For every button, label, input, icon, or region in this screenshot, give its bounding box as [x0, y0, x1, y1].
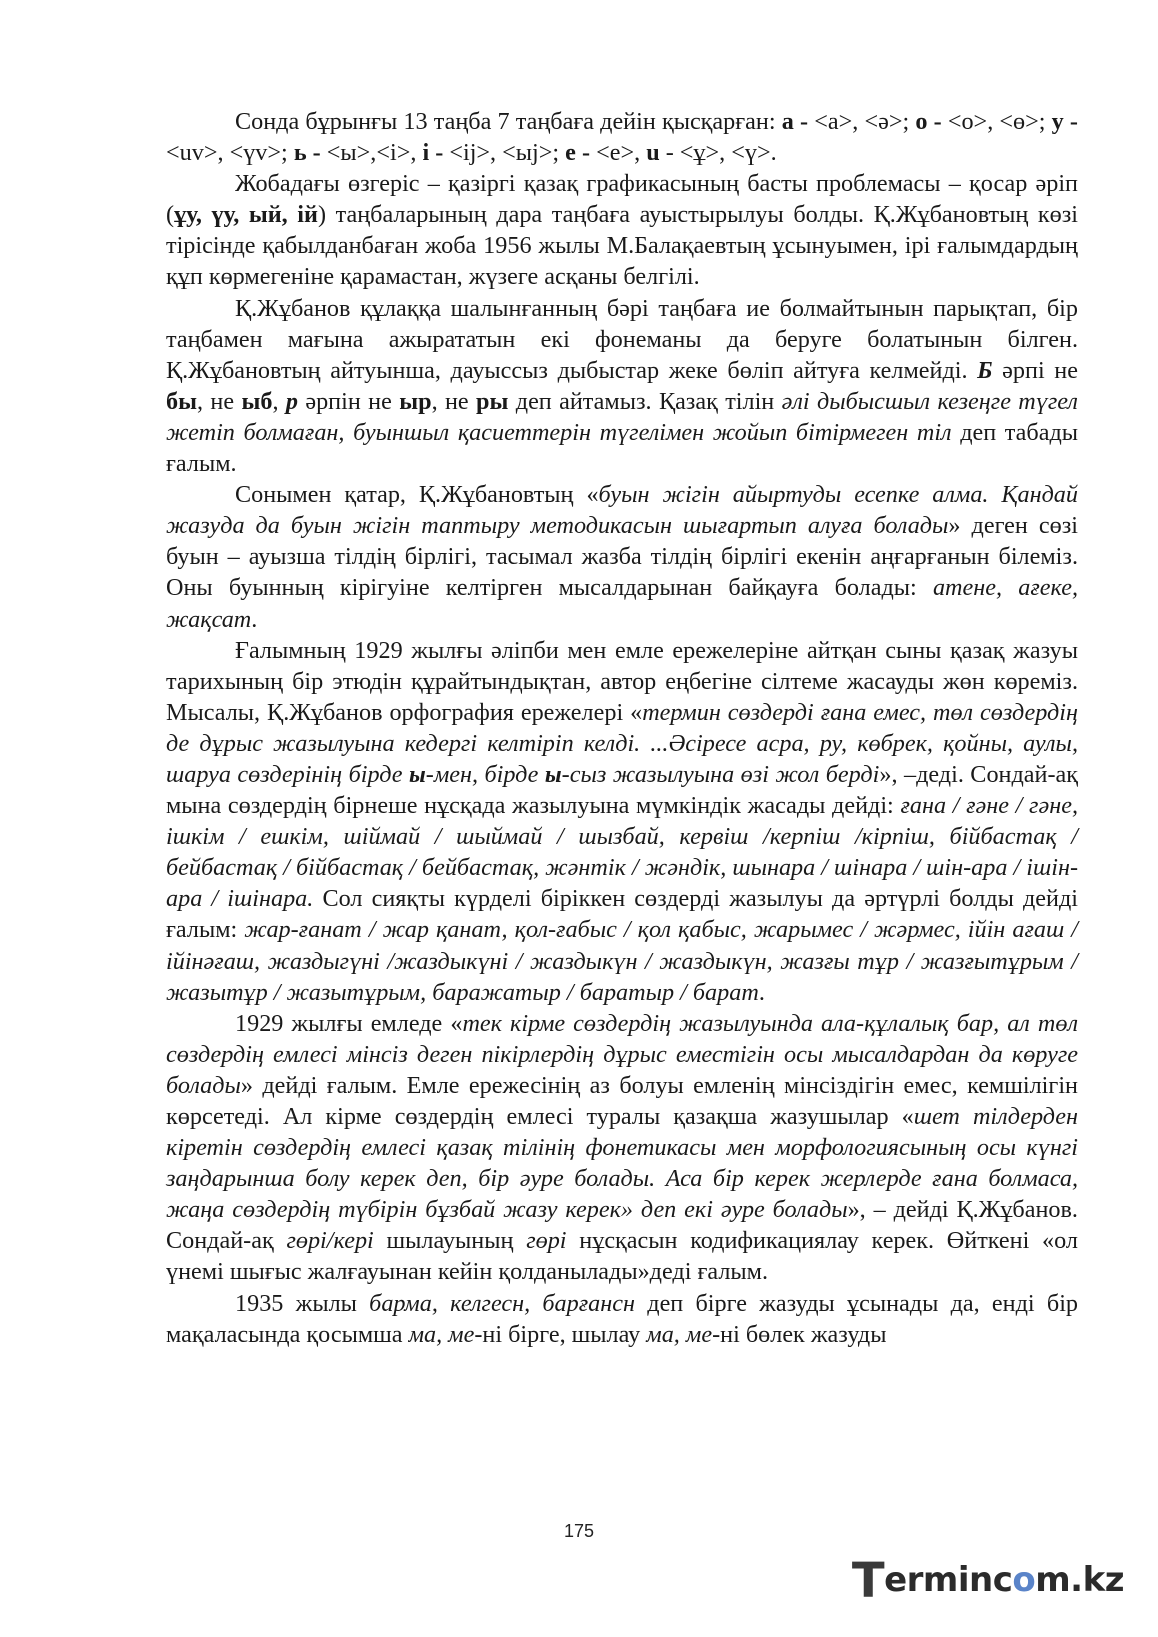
text-run: u [646, 139, 660, 167]
text-run: ма, ме [408, 1320, 475, 1348]
text-run: ы [408, 760, 426, 788]
text-run: -ні бірге, шылау [474, 1320, 647, 1348]
text-run: , не [431, 387, 477, 415]
watermark-logo [852, 1553, 1124, 1609]
text-run: <а>, <ә>; [808, 108, 916, 135]
text-run: ыр [399, 387, 432, 415]
text-run: », –деді. Сондай-ақ мына сөздердің бірнеше нұсқада жазылуына мүмкіндік жасады дейді: [166, 760, 1079, 820]
paragraph-p4 [166, 479, 1078, 634]
text-run: а - [781, 108, 809, 135]
text-run: ь - [293, 139, 321, 167]
text-run: о - [915, 108, 942, 135]
text-run: Жобадағы өзгеріс – қазіргі қазақ графикасының басты проблемасы – қосар әріп ( [166, 170, 1078, 229]
text-run: Қ.Жұбанов құлаққа шалынғанның бәрі таңбаға ие болмайтынын парықтап, бір таңбамен мағына ажырататын екі фонеманы да беруге болатынын білген. Қ.Жұбановтың айтуынша, дауыссыз дыбыстар жеке бөліп айтуға келмейді. [166, 294, 1078, 384]
text-run: , [272, 387, 286, 415]
text-run: Б [977, 356, 993, 384]
text-run: гөрі/кері [286, 1227, 374, 1255]
page-number: 175 [563, 1521, 595, 1541]
text-run: Ғалымның 1929 жылғы әліпби мен емле ережелеріне айтқан сыны қазақ жазуы тарихының бір этюдін құрайтындықтан, автор еңбегіне сілтеме жасауды жөн көреміз. Мысалы, Қ.Жұбанов орфография ережелері « [166, 636, 1078, 726]
paragraph-p6 [166, 1008, 1078, 1288]
text-run: <uv>, <үv>; [166, 139, 294, 167]
text-run: буын жігін айыртуды есепке алма. Қандай жазуда да буын жігін таптыру методикасын шығартып алуға болады [166, 481, 1078, 540]
text-run: у - [1051, 108, 1078, 135]
text-run: <о>, <ө>; [941, 108, 1052, 135]
text-run: тек кірме сөздердің жазылуында ала-құлалық бар, ал төл сөздердің емлесі мінсіз деген пікірлердің дұрыс еместігін осы мысалдардан да көруге болады [166, 1009, 1078, 1099]
text-run: -мен, бірде [425, 760, 545, 788]
text-run: атене, ағеке, жақсат [166, 574, 1078, 633]
text-run: нұсқасын кодификациялау керек. Өйткені «ол үнемі шығыс жалғауынан кейін қолданылады»деді ғалым. [166, 1227, 1078, 1286]
text-run: әрпін не [297, 387, 400, 415]
text-run: ұу, үу, ый, ій [174, 201, 318, 229]
text-run: ) таңбаларының дара таңбаға ауыстырылуы болды. Қ.Жұбановтың көзі тірісінде қабылданбаған жоба 1956 жылы М.Балақаевтың ұсынуымен, ірі ғалымдардың құп көрмегеніне қарамастан, жүзеге асқаны белгілі. [166, 201, 1078, 291]
paragraph-p3 [166, 293, 1078, 480]
text-run: 1929 жылғы емледе « [235, 1009, 463, 1037]
text-run: деп бірге жазуды ұсынады да, енді бір мақаласында қосымша [166, 1289, 1079, 1348]
text-run: шылауының [373, 1227, 527, 1255]
text-run: . [758, 978, 765, 1006]
text-run: әлі дыбысшыл кезеңге түгел жетіп болмаған, буыншыл қасиеттерін түгелімен жойып бітірмеген тіл [166, 387, 1078, 446]
text-run: шет тілдерден кіретін сөздердің емлесі қазақ тілінің фонетикасы мен морфологиясының осы күнгі заңдарынша болу керек деп, бір әуре болады. Аса бір керек жерлерде ғана болмаса, жаңа сөздердің түбірін бұзбай жазу керек» деп екі әуре болады [166, 1103, 1078, 1224]
text-run: , не [196, 387, 242, 415]
watermark-letter: T [851, 1553, 885, 1609]
text-run: ы [544, 760, 562, 788]
text-run: 1935 жылы [235, 1289, 370, 1317]
text-run: -ні бөлек жазуды [712, 1320, 887, 1348]
watermark-domain: m.kz [1035, 1560, 1124, 1600]
paragraph-p2 [166, 168, 1078, 292]
text-run: е - [565, 139, 591, 167]
document-body [166, 106, 1078, 1350]
text-run: » дейді ғалым. Емле ережесінің аз болуы емленің мінсіздігін емес, кемшілігін көрсетеді. Ал кірме сөздердің емлесі туралы қазақша жазушылар « [166, 1071, 1078, 1130]
paragraph-p5 [166, 635, 1078, 1008]
text-run: бы [166, 387, 197, 415]
paragraph-p1 [166, 106, 1078, 168]
text-run: і - [422, 139, 444, 167]
text-run: <іj>, <ыj>; [443, 139, 566, 167]
text-run: р [285, 387, 298, 415]
text-run: -сыз жазылуына өзі жол берді [561, 760, 880, 788]
text-run: жар-ғанат / жар қанат, қол-ғабыс / қол қабыс, жарымес / жәрмес, ійін ағаш / ійінәғаш, жаздыгүні /жаздыкүні / жаздыкүн / жаздыкүн, жазғы тұр / жазғытұрым /жазытұр / жазытұрым, баражатыр / баратыр / барат [166, 916, 1078, 1006]
text-run: деп айтамыз. Қазақ тілін [508, 387, 782, 415]
watermark-text: erminc [884, 1560, 1013, 1600]
text-run: деп табады ғалым. [166, 418, 1078, 478]
text-run: ғана / ғәне / гәне, ішкім / ешкім, шіймай / шыймай / шызбай, кервіш /керпіш /кірпіш, бійбастақ / бейбастақ / бійбастақ / бейбастақ, жәнтік / жәндік, шынара / шінара / шін-ара / ішін-ара / ішінара. [166, 792, 1079, 913]
text-run: ры [476, 387, 509, 415]
text-run: термин сөздерді ғана емес, төл сөздердің де дұрыс жазылуына кедергі келтіріп келді. ...Әсіресе асра, ру, көбрек, қойны, аулы, шаруа сөздерінің бірде [166, 698, 1078, 788]
text-run: ыб [241, 387, 273, 415]
text-run: <ы>,<і>, [320, 139, 423, 167]
text-run: . [251, 605, 258, 633]
text-run: - <ұ>, <ү>. [659, 139, 777, 167]
text-run: ма, ме [646, 1320, 713, 1348]
text-run: Сонымен қатар, Қ.Жұбановтың « [235, 481, 599, 509]
text-run: барма, келгесн, барғансн [369, 1289, 636, 1317]
paragraph-p7 [166, 1288, 1078, 1350]
text-run: Сол сияқты күрделі біріккен сөздерді жазылуы да әртүрлі болды дейді ғалым: [166, 885, 1078, 944]
text-run: », – дейді Қ.Жұбанов. Сондай-ақ [166, 1196, 1078, 1255]
text-run: әрпі не [992, 356, 1078, 384]
watermark-o: o [1012, 1560, 1036, 1600]
text-run: » деген сөзі буын – ауызша тілдің бірлігі, тасымал жазба тілдің бірлігі екенін аңғарғанын білеміз. Оны буынның кірігуіне келтірген мысалдарынан байқауға болады: [166, 512, 1078, 602]
text-run: гөрі [526, 1227, 567, 1255]
text-run: Сонда бұрынғы 13 таңба 7 таңбаға дейін қысқарған: [235, 108, 782, 135]
text-run: <е>, [590, 139, 647, 167]
